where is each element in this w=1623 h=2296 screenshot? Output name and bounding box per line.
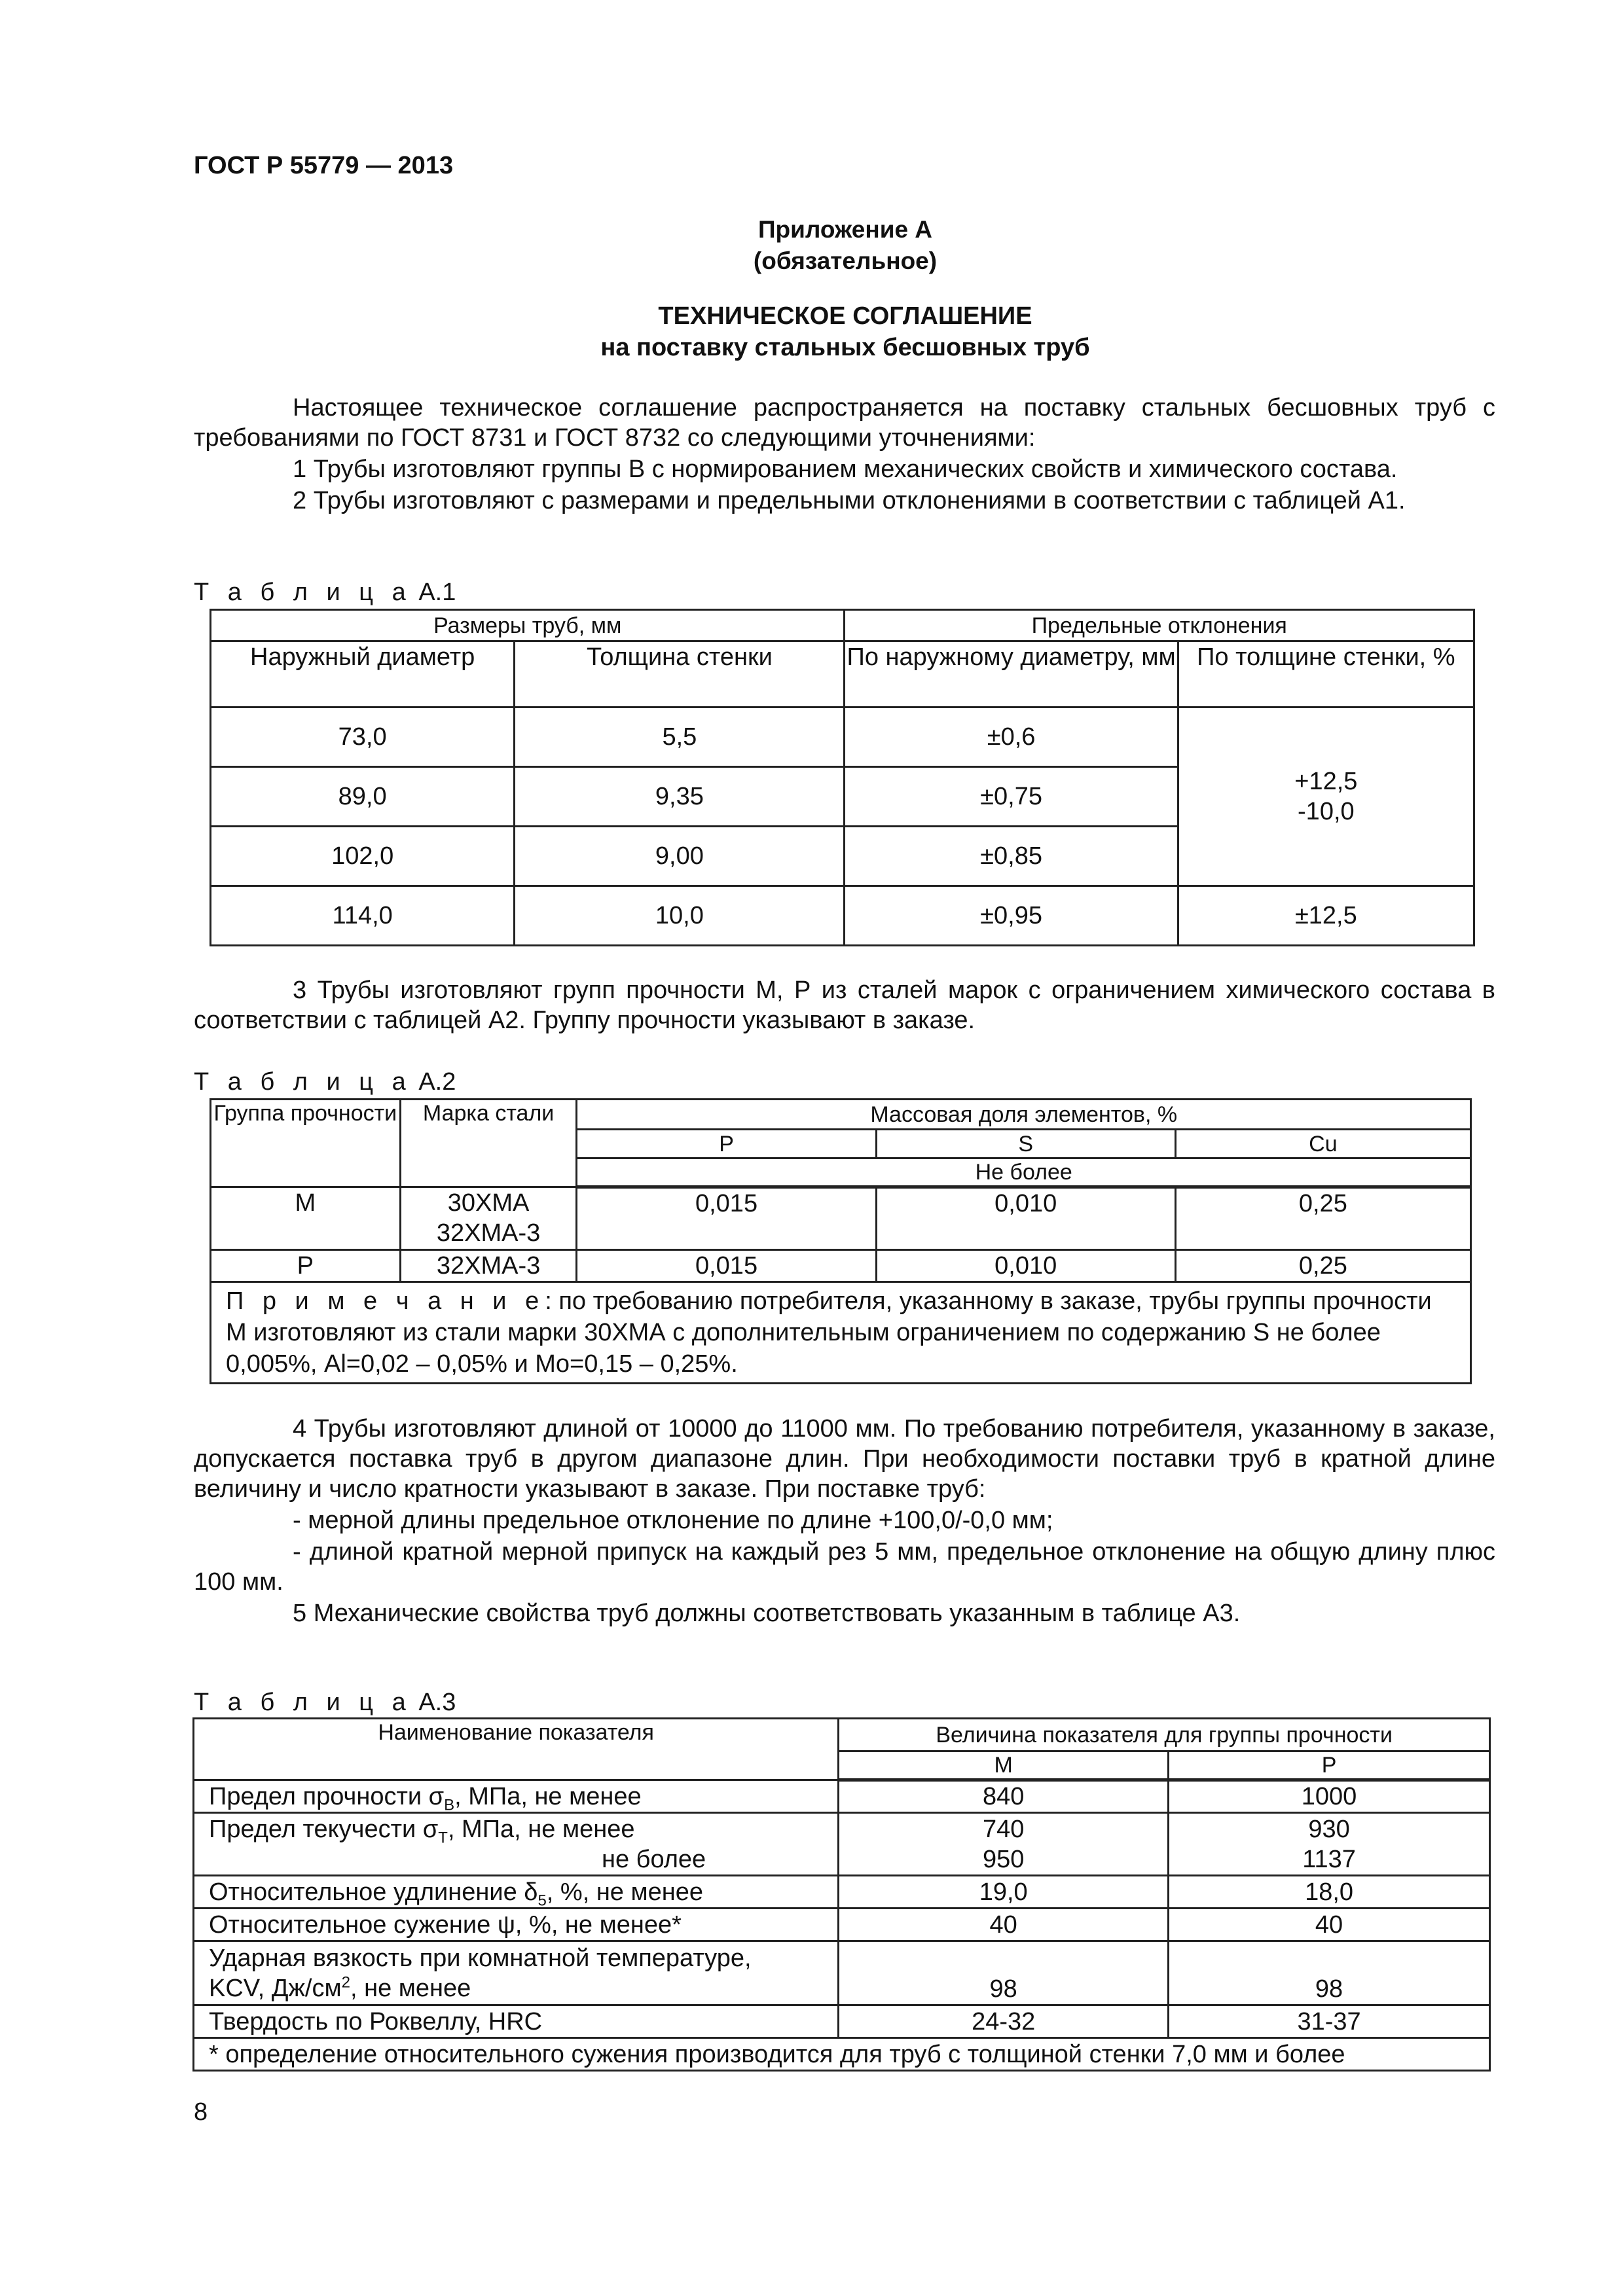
table-a2-caption-number: А.2 (418, 1068, 456, 1096)
table-a3-caption-word: Т а б л и ц а (194, 1689, 412, 1716)
table-a2-col-cu: Cu (1175, 1130, 1470, 1158)
table-a3-cell: 31-37 (1169, 2005, 1490, 2038)
table-a1-cell: 73,0 (211, 708, 515, 767)
table-a3-cell: 98 (839, 1941, 1169, 2005)
table-a3-row-name (194, 1876, 839, 1909)
table-a3-text: Предел прочности σ (209, 1782, 445, 1810)
table-a2-cell: Р (211, 1250, 401, 1282)
table-a3-caption (194, 1689, 456, 1717)
table-a2-col-p: Р (577, 1130, 876, 1158)
paragraph-4-dash-1: - мерной длины предельное отклонение по длине +100,0/-0,0 мм; (293, 1507, 1053, 1534)
table-a1-cell: ±0,6 (845, 708, 1178, 767)
document-code: ГОСТ Р 55779 — 2013 (194, 152, 454, 179)
table-a1-caption-word: Т а б л и ц а (194, 579, 412, 606)
table-a1-cell: ±0,85 (845, 827, 1178, 886)
table-a1 (210, 609, 1475, 946)
table-a1-wall-dev-plus: +12,5 (1294, 768, 1358, 795)
table-a1-cell: 114,0 (211, 886, 515, 946)
table-a1-cell: 5,5 (515, 708, 845, 767)
table-a2-grade-line: 30ХМА (447, 1189, 530, 1217)
paragraph-4: 4 Трубы изготовляют длиной от 10000 до 11000 мм. По требованию потребителя, указанному в заказе, допускается поставка труб в другом диапазоне длин. При необходимости поставки труб в кратной длине величину и число кратности указывают в заказе. При поставке труб: (194, 1415, 1495, 1503)
table-a2-note (211, 1282, 1471, 1384)
table-a2 (210, 1098, 1472, 1384)
table-a3-subscript: Т (438, 1829, 448, 1847)
table-a3-subscript: В (444, 1796, 455, 1814)
table-a3-value: 950 (982, 1845, 1025, 1873)
table-a1-cell: 9,35 (515, 767, 845, 827)
table-a2-not-more: Не более (577, 1158, 1471, 1187)
table-a1-cell: 9,00 (515, 827, 845, 886)
table-a1-caption-number: А.1 (418, 579, 456, 606)
table-a3-cell: 98 (1169, 1941, 1490, 2005)
table-a3-col-m: М (839, 1751, 1169, 1780)
table-a1-wall-dev-minus: -10,0 (1298, 798, 1355, 825)
table-a3-text: , %, не менее (546, 1878, 704, 1906)
table-a3-text: Предел текучести σ (209, 1815, 439, 1843)
table-a3-cell: 19,0 (839, 1876, 1169, 1909)
paragraph-4-dash-2: - длиной кратной мерной припуск на каждый рез 5 мм, предельное отклонение на общую длину плюс 100 мм. (194, 1538, 1495, 1596)
table-a3-row-name: Твердость по Роквеллу, HRC (194, 2005, 839, 2038)
table-a3 (192, 1717, 1491, 2072)
table-a3-cell (1169, 1813, 1490, 1876)
table-a3-text: Ударная вязкость при комнатной температуре, (209, 1944, 752, 1972)
table-a3-text: Относительное удлинение δ (209, 1878, 538, 1906)
table-a3-value: 1137 (1302, 1845, 1356, 1873)
table-a2-note-text: : по требованию потребителя, указанному в заказе, трубы группы прочности М изготовляют из стали марки 30ХМА с дополнительным ограничением по содержанию S не более 0,005%, Al=0,02 – 0,05% и Mo=0,15 – 0,25%. (226, 1287, 1432, 1378)
table-a2-col-s: S (876, 1130, 1175, 1158)
table-a3-row-name: Относительное сужение ψ, %, не менее* (194, 1909, 839, 1941)
table-a1-cell: ±0,75 (845, 767, 1178, 827)
table-a2-cell: 32ХМА-3 (400, 1250, 577, 1282)
appendix-status: (обязательное) (753, 247, 938, 274)
intro-paragraph: Настоящее техническое соглашение распространяется на поставку стальных бесшовных труб с требованиями по ГОСТ 8731 и ГОСТ 8732 со следующими уточнениями: (194, 394, 1495, 452)
table-a3-col-value: Величина показателя для группы прочности (839, 1719, 1490, 1751)
table-a3-subscript: 5 (538, 1892, 547, 1910)
table-a2-caption (194, 1068, 456, 1096)
intro-item-1: 1 Трубы изготовляют группы В с нормированием механических свойств и химического состава. (293, 456, 1398, 483)
table-a2-grade-line: 32ХМА-3 (436, 1219, 541, 1247)
table-a1-col-wall-thickness: Толщина стенки (515, 641, 845, 708)
table-a3-value: 740 (982, 1815, 1025, 1843)
table-a2-cell: 0,010 (876, 1250, 1175, 1282)
table-a3-cell: 40 (839, 1909, 1169, 1941)
table-a1-cell: ±12,5 (1178, 886, 1474, 946)
table-a2-col-grade: Марка стали (400, 1100, 577, 1187)
table-a1-col-od-deviation: По наружному диаметру, мм (845, 641, 1178, 708)
table-a2-cell: 0,015 (577, 1187, 876, 1250)
table-a1-col-outer-diameter: Наружный диаметр (211, 641, 515, 708)
table-a3-text: не более (602, 1845, 706, 1873)
table-a1-cell: 89,0 (211, 767, 515, 827)
table-a3-superscript: 2 (341, 1973, 350, 1991)
table-a2-cell: 0,25 (1175, 1187, 1470, 1250)
table-a3-text: , МПа, не менее (447, 1815, 635, 1843)
table-a3-cell: 1000 (1169, 1780, 1490, 1813)
table-a3-cell (839, 1813, 1169, 1876)
table-a3-value: 930 (1308, 1815, 1350, 1843)
table-a3-col-p: Р (1169, 1751, 1490, 1780)
table-a1-caption (194, 579, 456, 607)
table-a3-cell: 840 (839, 1780, 1169, 1813)
table-a2-cell: 0,25 (1175, 1250, 1470, 1282)
table-a3-footnote: * определение относительного сужения производится для труб с толщиной стенки 7,0 мм и более (194, 2038, 1490, 2071)
table-a2-cell: 0,015 (577, 1250, 876, 1282)
table-a3-text: , не менее (350, 1974, 471, 2002)
table-a3-row-name (194, 1941, 839, 2005)
table-a3-row-name (194, 1780, 839, 1813)
table-a1-col-wall-deviation: По толщине стенки, % (1178, 641, 1474, 708)
table-a2-col-group: Группа прочности (211, 1100, 401, 1187)
table-a1-merged-wall-deviation (1178, 708, 1474, 886)
paragraph-5: 5 Механические свойства труб должны соответствовать указанным в таблице А3. (293, 1600, 1241, 1627)
table-a2-caption-word: Т а б л и ц а (194, 1068, 412, 1096)
table-a3-cell: 24-32 (839, 2005, 1169, 2038)
table-a2-col-mass-fraction: Массовая доля элементов, % (577, 1100, 1471, 1130)
table-a1-group-sizes: Размеры труб, мм (211, 610, 845, 641)
table-a3-text: , МПа, не менее (454, 1782, 642, 1810)
table-a1-cell: ±0,95 (845, 886, 1178, 946)
table-a2-cell: 0,010 (876, 1187, 1175, 1250)
paragraph-3: 3 Трубы изготовляют групп прочности М, Р из сталей марок с ограничением химического состава в соответствии с таблицей А2. Группу прочности указывают в заказе. (194, 977, 1495, 1034)
appendix-title: Приложение А (757, 216, 933, 243)
heading-line-2: на поставку стальных бесшовных труб (600, 334, 1090, 361)
table-a3-caption-number: А.3 (418, 1689, 456, 1716)
table-a1-group-deviations: Предельные отклонения (845, 610, 1474, 641)
table-a2-grade-cell (400, 1187, 577, 1250)
heading-line-1: ТЕХНИЧЕСКОЕ СОГЛАШЕНИЕ (658, 302, 1032, 330)
table-a2-note-word: П р и м е ч а н и е (226, 1287, 545, 1315)
table-a3-cell: 18,0 (1169, 1876, 1490, 1909)
table-a3-text: KCV, Дж/см (209, 1974, 342, 2002)
table-a1-cell: 10,0 (515, 886, 845, 946)
table-a3-col-name: Наименование показателя (194, 1719, 839, 1780)
table-a2-cell: М (211, 1187, 401, 1250)
table-a3-row-name (194, 1813, 839, 1876)
page-number: 8 (194, 2098, 208, 2126)
table-a1-cell: 102,0 (211, 827, 515, 886)
table-a3-cell: 40 (1169, 1909, 1490, 1941)
intro-item-2: 2 Трубы изготовляют с размерами и предельными отклонениями в соответствии с таблицей А1. (293, 487, 1406, 514)
